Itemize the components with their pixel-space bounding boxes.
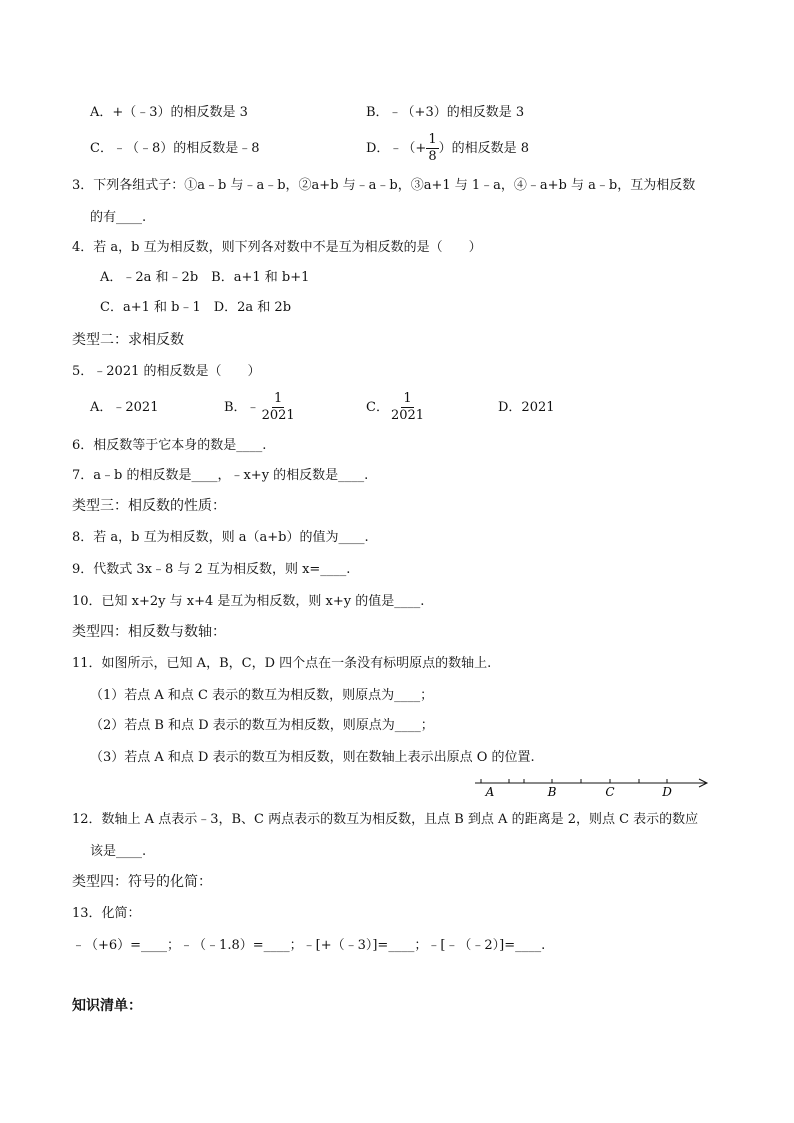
q13-stem: 13．化简： [72, 906, 141, 921]
q3-line1: 3．下列各组式子：①a﹣b 与﹣a﹣b，②a+b 与﹣a﹣b，③a+1 与 1﹣a，④﹣a+b 与 a﹣b，互为相反数 [72, 178, 696, 193]
section-heading-4: 类型四：相反数与数轴： [72, 624, 226, 640]
q4-options-cd: C．a+1 和 b﹣1 D．2a 和 2b [100, 300, 292, 315]
point-label-b: B [547, 785, 557, 799]
q5-option-d: D．2021 [498, 400, 555, 415]
fraction-denominator: 8 [428, 149, 437, 164]
q2-option-d [366, 128, 529, 170]
q2-option-d-fraction [426, 132, 438, 165]
q11-part-2: （2）若点 B 和点 D 表示的数互为相反数，则原点为____； [90, 718, 434, 733]
q4-options-ab: A．﹣2a 和﹣2b B．a+1 和 b+1 [100, 270, 310, 285]
section-heading-2: 类型二：求相反数 [72, 332, 184, 348]
q5-option-b [224, 386, 297, 430]
fraction-denominator: 2021 [261, 408, 295, 423]
section-heading-3: 类型三：相反数的性质： [72, 498, 226, 514]
q11-part-3: （3）若点 A 和点 D 表示的数互为相反数，则在数轴上表示出原点 O 的位置. [90, 750, 535, 765]
fraction-numerator: 1 [428, 132, 437, 147]
point-label-c: C [605, 785, 615, 799]
q12-line2: 该是____. [90, 844, 147, 859]
q5-option-b-fraction [260, 391, 297, 424]
q8-text: 8．若 a，b 互为相反数，则 a（a+b）的值为____. [72, 530, 369, 545]
q2-option-d-prefix: D．﹣（+ [366, 141, 427, 156]
q5-option-b-prefix: B．﹣ [224, 400, 260, 415]
q3-line2: 的有____. [90, 210, 147, 225]
section-heading-5: 类型四：符号的化简： [72, 874, 212, 890]
q2-option-a: A．+（﹣3）的相反数是 3 [90, 105, 248, 120]
number-line-figure [470, 772, 715, 800]
fraction-numerator: 1 [273, 391, 283, 406]
q5-option-c-fraction [389, 391, 426, 424]
q9-text: 9．代数式 3x﹣8 与 2 互为相反数，则 x=____. [72, 562, 351, 577]
point-label-d: D [662, 785, 672, 799]
q10-text: 10．已知 x+2y 与 x+4 是互为相反数，则 x+y 的值是____. [72, 594, 425, 609]
q5-option-c-prefix: C． [366, 400, 389, 415]
q4-stem: 4．若 a，b 互为相反数，则下列各对数中不是互为相反数的是（ ） [72, 240, 482, 255]
q5-option-c [366, 386, 426, 430]
q13-expressions: ﹣（+6）=____；﹣（﹣1.8）=____；﹣[+（﹣3）]=____；﹣[﹣（﹣2）]=____. [72, 938, 546, 953]
q12-line1: 12．数轴上 A 点表示﹣3，B、C 两点表示的数互为相反数，且点 B 到点 A 的距离是 2，则点 C 表示的数应 [72, 812, 699, 827]
q11-part-1: （1）若点 A 和点 C 表示的数互为相反数，则原点为____； [90, 688, 434, 703]
q6-text: 6．相反数等于它本身的数是____. [72, 438, 267, 453]
q5-stem: 5．﹣2021 的相反数是（ ） [72, 364, 261, 379]
q11-stem: 11．如图所示，已知 A，B，C，D 四个点在一条没有标明原点的数轴上. [72, 656, 492, 671]
point-label-a: A [485, 785, 495, 799]
q2-option-b: B．﹣（+3）的相反数是 3 [366, 105, 525, 120]
q2-option-d-suffix: ）的相反数是 8 [438, 141, 530, 156]
knowledge-list-heading: 知识清单： [72, 998, 142, 1014]
fraction-denominator: 2021 [390, 408, 425, 423]
q5-option-a: A．﹣2021 [90, 400, 159, 415]
q2-option-c: C．﹣（﹣8）的相反数是﹣8 [90, 141, 260, 156]
q7-text: 7．a﹣b 的相反数是____，﹣x+y 的相反数是____. [72, 468, 369, 483]
fraction-numerator: 1 [403, 391, 412, 406]
